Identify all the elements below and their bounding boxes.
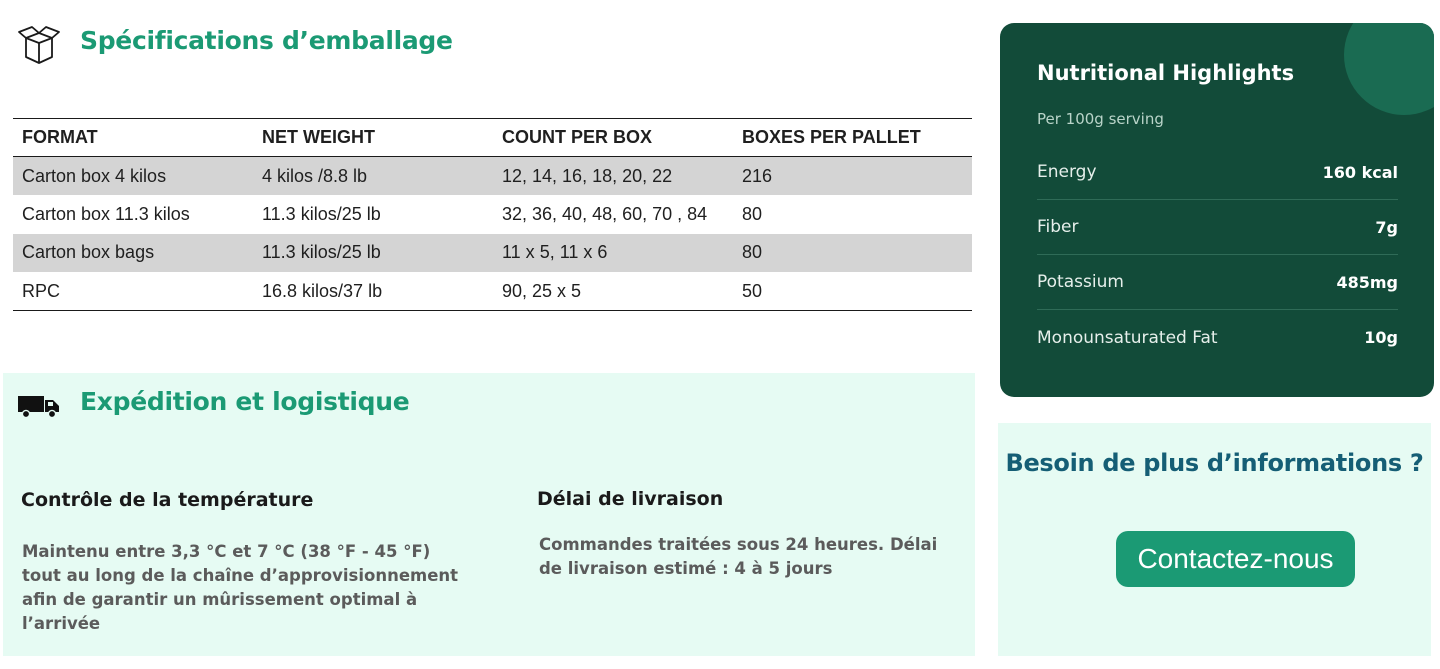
table-row bbox=[13, 195, 972, 234]
nutrition-subtitle: Per 100g serving bbox=[1037, 110, 1164, 128]
nutrition-label: Monounsaturated Fat bbox=[1037, 327, 1218, 348]
table-cell: Carton box bags bbox=[13, 234, 253, 273]
column-header-boxes-per-pallet: BOXES PER PALLET bbox=[733, 119, 972, 157]
table-cell: 11 x 5, 11 x 6 bbox=[493, 234, 733, 273]
packaging-header bbox=[16, 24, 62, 66]
table-cell: 50 bbox=[733, 272, 972, 311]
shipping-section bbox=[3, 373, 975, 656]
box-icon bbox=[16, 24, 62, 66]
temperature-text: Maintenu entre 3,3 °C et 7 °C (38 °F - 45 °F) tout au long de la chaîne d’approvisionnement afin de garantir un mûrissement optimal à l’arrivée bbox=[22, 542, 459, 633]
table-cell: RPC bbox=[13, 272, 253, 311]
table-cell: 216 bbox=[733, 157, 972, 196]
nutrition-value: 485mg bbox=[1336, 272, 1398, 292]
table-row bbox=[13, 234, 972, 273]
table-cell: Carton box 11.3 kilos bbox=[22, 203, 190, 224]
shipping-title: Expédition et logistique bbox=[80, 387, 410, 416]
table-cell: 4 kilos /8.8 lb bbox=[253, 157, 493, 196]
table-cell: 32, 36, 40, 48, 60, 70 , 84 bbox=[502, 203, 708, 224]
contact-button[interactable]: Contactez-nous bbox=[1116, 531, 1355, 587]
nutrition-title: Nutritional Highlights bbox=[1037, 61, 1295, 85]
temperature-heading: Contrôle de la température bbox=[21, 489, 314, 511]
info-title: Besoin de plus d’informations ? bbox=[1005, 449, 1424, 477]
nutrition-label: Energy bbox=[1037, 162, 1097, 182]
nutrition-card bbox=[1000, 23, 1434, 397]
column-header-format: FORMAT bbox=[13, 119, 253, 157]
table-row bbox=[13, 157, 972, 196]
delivery-heading: Délai de livraison bbox=[537, 488, 724, 510]
nutrition-label: Potassium bbox=[1037, 272, 1124, 292]
table-cell: 80 bbox=[742, 203, 763, 224]
nutrition-row-potassium bbox=[1037, 255, 1398, 310]
column-header-net-weight: NET WEIGHT bbox=[253, 119, 493, 157]
table-header-row bbox=[13, 119, 972, 157]
info-box bbox=[998, 423, 1431, 656]
nutrition-row-monounsaturated-fat bbox=[1037, 310, 1398, 365]
table-cell: 11.3 kilos/25 lb bbox=[262, 203, 381, 224]
table-cell: Carton box 4 kilos bbox=[13, 157, 253, 196]
packaging-table bbox=[13, 118, 972, 311]
truck-icon bbox=[17, 391, 61, 419]
delivery-text: Commandes traitées sous 24 heures. Délai de livraison estimé : 4 à 5 jours bbox=[539, 535, 938, 578]
table-cell: 16.8 kilos/37 lb bbox=[253, 272, 493, 311]
decorative-circle bbox=[1344, 23, 1434, 115]
table-cell: 12, 14, 16, 18, 20, 22 bbox=[493, 157, 733, 196]
nutrition-value: 160 kcal bbox=[1322, 162, 1398, 182]
nutrition-row-energy bbox=[1037, 145, 1398, 200]
column-header-count-per-box: COUNT PER BOX bbox=[493, 119, 733, 157]
table-cell: 11.3 kilos/25 lb bbox=[253, 234, 493, 273]
table-cell: 80 bbox=[733, 234, 972, 273]
table-cell: 90, 25 x 5 bbox=[493, 272, 733, 311]
nutrition-row-fiber bbox=[1037, 200, 1398, 255]
table-row bbox=[13, 272, 972, 311]
nutrition-value: 7g bbox=[1375, 217, 1398, 237]
nutrition-label: Fiber bbox=[1037, 217, 1079, 237]
nutrition-value: 10g bbox=[1364, 328, 1398, 347]
packaging-title: Spécifications d’emballage bbox=[80, 26, 453, 55]
